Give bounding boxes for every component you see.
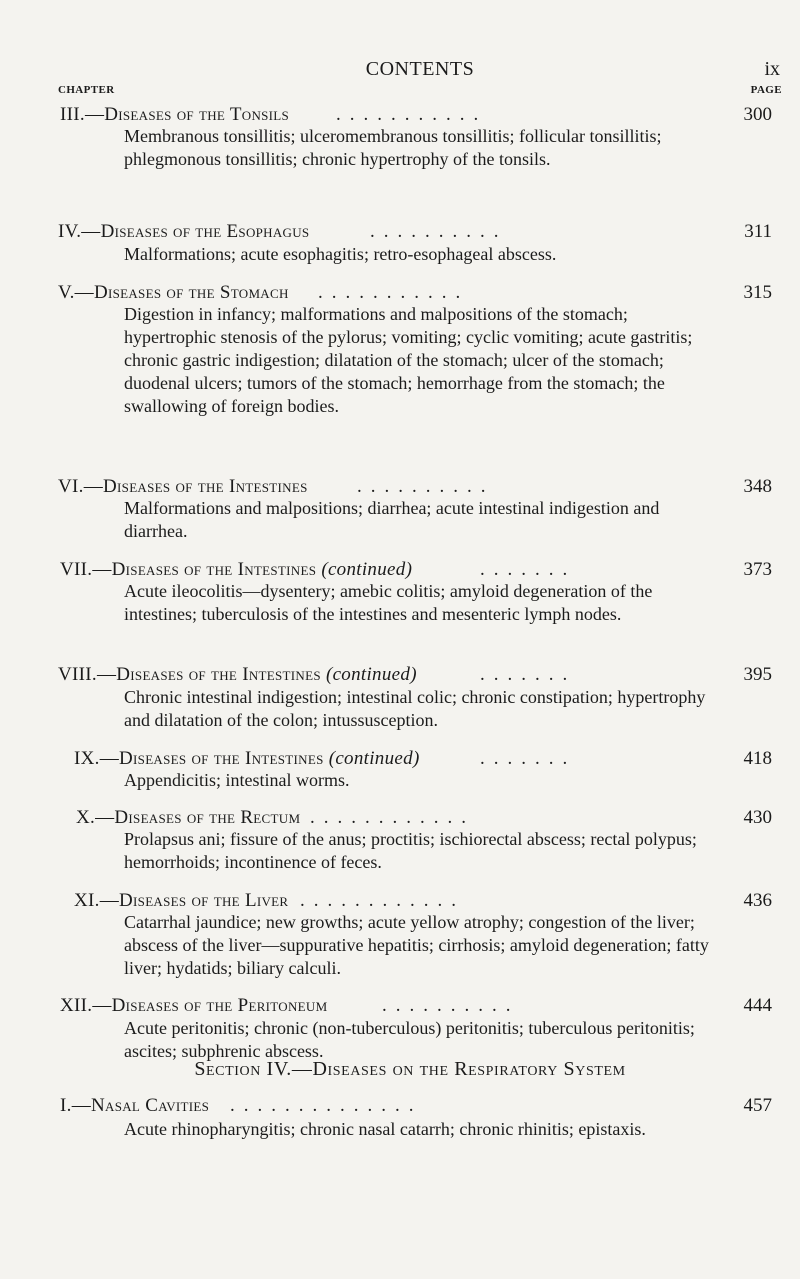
toc-entry-description: Acute peritonitis; chronic (non-tuberculous) peritonitis; tuberculous peritonitis; ascites; subphrenic abscess. <box>124 1018 695 1061</box>
toc-entry-heading[interactable] <box>0 1094 800 1120</box>
toc-entry-title: VII.—Diseases of the Intestines (continued) <box>60 559 413 580</box>
toc-entry-page: 311 <box>744 221 772 242</box>
dot-leader: .......... <box>357 476 495 497</box>
dot-leader: .......... <box>382 995 520 1016</box>
column-labels <box>58 84 782 98</box>
chapter-column-label: CHAPTER <box>58 84 115 96</box>
toc-entry-title: III.—Diseases of the Tonsils <box>60 104 290 125</box>
folio-page-number: ix <box>764 58 780 80</box>
dot-leader: .......... <box>370 221 508 242</box>
toc-entry-page: 395 <box>743 664 772 685</box>
section-heading: Section IV.—Diseases on the Respiratory System <box>194 1058 626 1080</box>
dot-leader: ....... <box>480 559 577 580</box>
toc-entry-page: 315 <box>743 282 772 303</box>
toc-entry-page: 430 <box>743 807 772 828</box>
running-head <box>60 58 780 82</box>
toc-entry-page: 436 <box>743 890 772 911</box>
toc-entry-description: Malformations; acute esophagitis; retro-esophageal abscess. <box>124 244 557 264</box>
toc-entry-title: IX.—Diseases of the Intestines (continued) <box>74 748 420 769</box>
toc-entry-description: Digestion in infancy; malformations and malpositions of the stomach; hypertrophic stenosis of the pylorus; vomiting; cyclic vomiting; acute gastritis; chronic gastric indigestion; dilatation of the stomach; ulcer of the stomach; duodenal ulcers; tumors of the stomach; hemorrhage from the stomach; the swallowing of foreign bodies. <box>124 304 693 416</box>
toc-entry-description: Acute ileocolitis—dysentery; amebic colitis; amyloid degeneration of the intestines; tuberculosis of the intestines and mesenteric lymph nodes. <box>124 581 653 624</box>
toc-entry-title: VIII.—Diseases of the Intestines (continued) <box>58 664 417 685</box>
dot-leader: ............ <box>310 807 475 828</box>
toc-entry-title: X.—Diseases of the Rectum <box>76 807 301 828</box>
dot-leader: ............ <box>300 890 465 911</box>
dot-leader: ....... <box>480 664 577 685</box>
page-column-label: PAGE <box>750 84 782 96</box>
dot-leader: .............. <box>230 1095 423 1116</box>
toc-entry-title: VI.—Diseases of the Intestines <box>58 476 308 497</box>
toc-entry-title: XI.—Diseases of the Liver <box>74 890 289 911</box>
toc-entry-title: V.—Diseases of the Stomach <box>58 282 289 303</box>
toc-entry-page: 444 <box>743 995 772 1016</box>
dot-leader: ........... <box>336 104 488 125</box>
toc-entry-description: Membranous tonsillitis; ulceromembranous tonsillitis; follicular tonsillitis; phlegmonous tonsillitis; chronic hypertrophy of the tonsils. <box>124 126 662 169</box>
toc-entry-title: XII.—Diseases of the Peritoneum <box>60 995 328 1016</box>
toc-entry-description: Prolapsus ani; fissure of the anus; proctitis; ischiorectal abscess; rectal polypus; hemorrhoids; incontinence of feces. <box>124 829 697 872</box>
toc-entry-page: 348 <box>743 476 772 497</box>
running-title: CONTENTS <box>365 58 475 80</box>
dot-leader: ........... <box>318 282 470 303</box>
toc-entry-page: 418 <box>743 748 772 769</box>
toc-entry-page: 373 <box>743 559 772 580</box>
toc-entry-page: 300 <box>743 104 772 125</box>
toc-entry-title: IV.—Diseases of the Esophagus <box>58 221 310 242</box>
toc-entry-title: I.—Nasal Cavities <box>60 1095 210 1116</box>
toc-entry-page: 457 <box>743 1095 772 1116</box>
dot-leader: ....... <box>480 748 577 769</box>
toc-entry-description: Chronic intestinal indigestion; intestinal colic; chronic constipation; hypertrophy and dilatation of the colon; intussusception. <box>124 687 706 730</box>
toc-entry-description: Appendicitis; intestinal worms. <box>124 770 350 790</box>
toc-entry-description: Malformations and malpositions; diarrhea; acute intestinal indigestion and diarrhea. <box>124 498 660 541</box>
toc-entry-description: Acute rhinopharyngitis; chronic nasal catarrh; chronic rhinitis; epistaxis. <box>124 1119 646 1139</box>
toc-entry-description: Catarrhal jaundice; new growths; acute yellow atrophy; congestion of the liver; abscess of the liver—suppurative hepatitis; cirrhosis; amyloid degeneration; fatty liver; hydatids; biliary calculi. <box>124 912 709 978</box>
